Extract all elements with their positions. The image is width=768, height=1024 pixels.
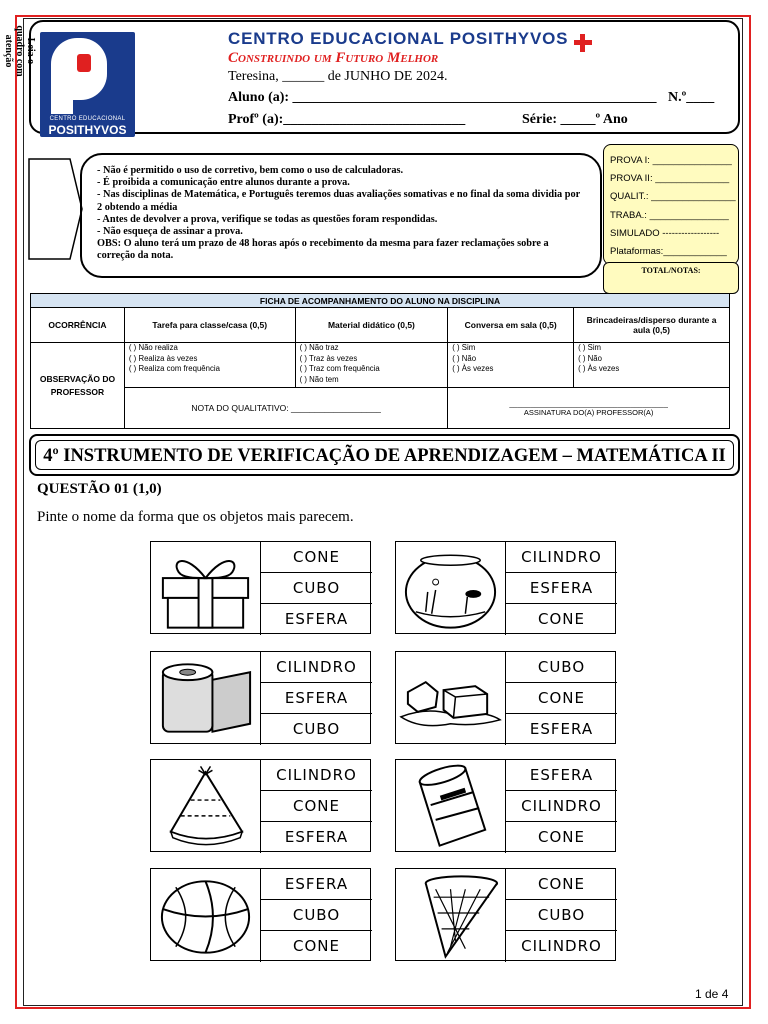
brincadeiras-options [574,343,730,388]
instruction-obs: OBS: O aluno terá um prazo de 48 horas após o recebimento da mesma para fazer reclamações sobre a correção da nota. [97,238,549,262]
instruction-line: - É proibida a comunicação entre alunos durante a prova. [97,177,350,189]
instructions-box [80,153,602,278]
option-cilindro[interactable]: CILINDRO [261,760,372,791]
option-cubo[interactable]: CUBO [506,652,617,683]
conversa-option[interactable]: ( ) Não [452,353,477,363]
grade-traba: TRABA.: _______________ [610,209,729,221]
fish-bowl-icon [396,542,506,635]
shape-card-ice-cubes [395,651,616,744]
option-esfera[interactable]: ESFERA [284,828,349,846]
option-cilindro[interactable]: CILINDRO [506,791,617,822]
material-options [295,343,448,388]
option-cilindro[interactable]: CILINDRO [521,937,602,955]
tarefa-options [124,343,295,388]
exam-title: 4º INSTRUMENTO DE VERIFICAÇÃO DE APRENDIZAGEM – MATEMÁTICA II [43,446,726,466]
toilet-paper-icon [151,652,261,745]
shape-card-party-hat [150,759,371,852]
material-option[interactable]: ( ) Traz às vezes [299,353,358,363]
shape-card-fishbowl [395,541,616,634]
question-statement: Pinte o nome da forma que os objetos mais parecem. [37,509,354,525]
material-option[interactable]: ( ) Traz com frequência [299,364,380,373]
shape-card-basketball [150,868,371,961]
material-option[interactable]: ( ) Não traz [299,343,339,352]
option-esfera[interactable]: ESFERA [506,760,617,791]
conversa-option[interactable]: ( ) Sim [452,343,476,352]
shape-card-toilet-paper [150,651,371,744]
tarefa-option[interactable]: ( ) Realiza com frequência [128,364,220,373]
option-cubo[interactable]: CUBO [506,900,617,931]
question-number: QUESTÃO 01 (1,0) [37,481,162,497]
ice-cubes-icon [396,652,506,745]
tracking-table-title: FICHA DE ACOMPANHAMENTO DO ALUNO NA DISCIPLINA [31,294,730,308]
brincadeiras-option[interactable]: ( ) Sim [578,343,602,352]
shape-card-gift [150,541,371,634]
option-cilindro[interactable]: CILINDRO [261,652,372,683]
date-line: Teresina, ______ de JUNHO DE 2024. [228,69,448,84]
grade-field: Série: _____º Ano [522,112,628,127]
ice-cream-cone-icon [396,869,506,962]
school-logo [40,32,135,137]
option-esfera[interactable]: ESFERA [261,683,372,714]
option-esfera[interactable]: ESFERA [506,573,617,604]
option-cone[interactable]: CONE [293,937,340,955]
school-name: CENTRO EDUCACIONAL POSITHYVOS [228,29,569,48]
brincadeiras-header: Brincadeiras/disperso durante a aula (0,5) [574,308,730,343]
option-esfera[interactable]: ESFERA [261,869,372,900]
grade-qualit: QUALIT.: ________________ [610,191,736,203]
instruction-line: - Não é permitido o uso de corretivo, bem como o uso de calculadoras. [97,165,404,176]
grade-plataformas: Plataformas:____________ [610,246,727,258]
option-cone[interactable]: CONE [261,542,372,573]
option-cone[interactable]: CONE [506,869,617,900]
red-cross-icon [574,34,592,52]
instruction-line: - Antes de devolver a prova, verifique se todas as questões foram respondidas. [97,213,438,225]
grade-simulado: SIMULADO ------------------ [610,227,720,239]
logo-line1: CENTRO EDUCACIONAL [49,116,126,122]
obs-professor-label: OBSERVAÇÃO DO PROFESSOR [31,343,125,429]
option-cubo[interactable]: CUBO [261,900,372,931]
logo-line2: POSITHYVOS [48,123,127,137]
total-notas-box [603,262,739,294]
exam-title-box [29,434,740,476]
grade-prova1: PROVA I: _______________ [610,155,732,166]
option-cone[interactable]: CONE [506,683,617,714]
conversa-option[interactable]: ( ) Às vezes [452,364,494,373]
conversa-options [448,343,574,388]
tarefa-header: Tarefa para classe/casa (0,5) [124,308,295,343]
option-esfera[interactable]: ESFERA [529,720,594,738]
tracking-table [30,293,730,429]
grades-box [603,144,739,265]
option-cone[interactable]: CONE [538,828,585,846]
student-number-field: N.º____ [668,90,715,105]
option-cone[interactable]: CONE [538,610,585,628]
grade-prova2: PROVA II: ______________ [610,173,730,185]
soda-can-icon [396,760,506,853]
party-hat-icon [151,760,261,853]
nota-qualitativo: NOTA DO QUALITATIVO: ___________________ [124,388,447,429]
material-option[interactable]: ( ) Não tem [299,374,339,384]
basketball-icon [151,869,261,962]
brincadeiras-option[interactable]: ( ) Não [578,353,602,363]
option-cilindro[interactable]: CILINDRO [506,542,617,573]
shape-card-ice-cream-cone [395,868,616,961]
assinatura-label: ASSINATURA DO(A) PROFESSOR(A) [523,408,654,417]
ocorrencia-header: OCORRÊNCIA [31,308,125,343]
school-slogan: Construindo um Futuro Melhor [228,50,439,66]
student-name-field: Aluno (a): ____________________________________________________ [228,90,657,105]
option-cone[interactable]: CONE [261,791,372,822]
instruction-line: - Nas disciplinas de Matemática, e Português teremos duas avaliações somativas e no final da soma dividia por 2 obtendo a média [97,189,580,213]
assinatura-line: ______________________________________ [509,399,668,408]
tarefa-option[interactable]: ( ) Realiza às vezes [128,353,198,363]
teacher-name-field: Profº (a):__________________________ [228,112,466,127]
conversa-header: Conversa em sala (0,5) [448,308,574,343]
option-cubo[interactable]: CUBO [261,573,372,604]
total-notas-label: TOTAL/NOTAS: [641,266,701,275]
material-header: Material didático (0,5) [295,308,448,343]
option-cubo[interactable]: CUBO [292,720,341,738]
shape-card-soda-can [395,759,616,852]
read-attention-arrow-icon [28,158,83,260]
brincadeiras-option[interactable]: ( ) Às vezes [578,364,620,373]
read-attention-label: Leia o quadro com atenção [3,25,36,77]
assinatura-cell [448,388,730,429]
gift-box-icon [151,542,261,635]
option-esfera[interactable]: ESFERA [284,610,349,628]
tarefa-option[interactable]: ( ) Não realiza [128,343,178,352]
page-number: 1 de 4 [695,987,729,1001]
instruction-line: - Não esqueça de assinar a prova. [97,226,243,238]
